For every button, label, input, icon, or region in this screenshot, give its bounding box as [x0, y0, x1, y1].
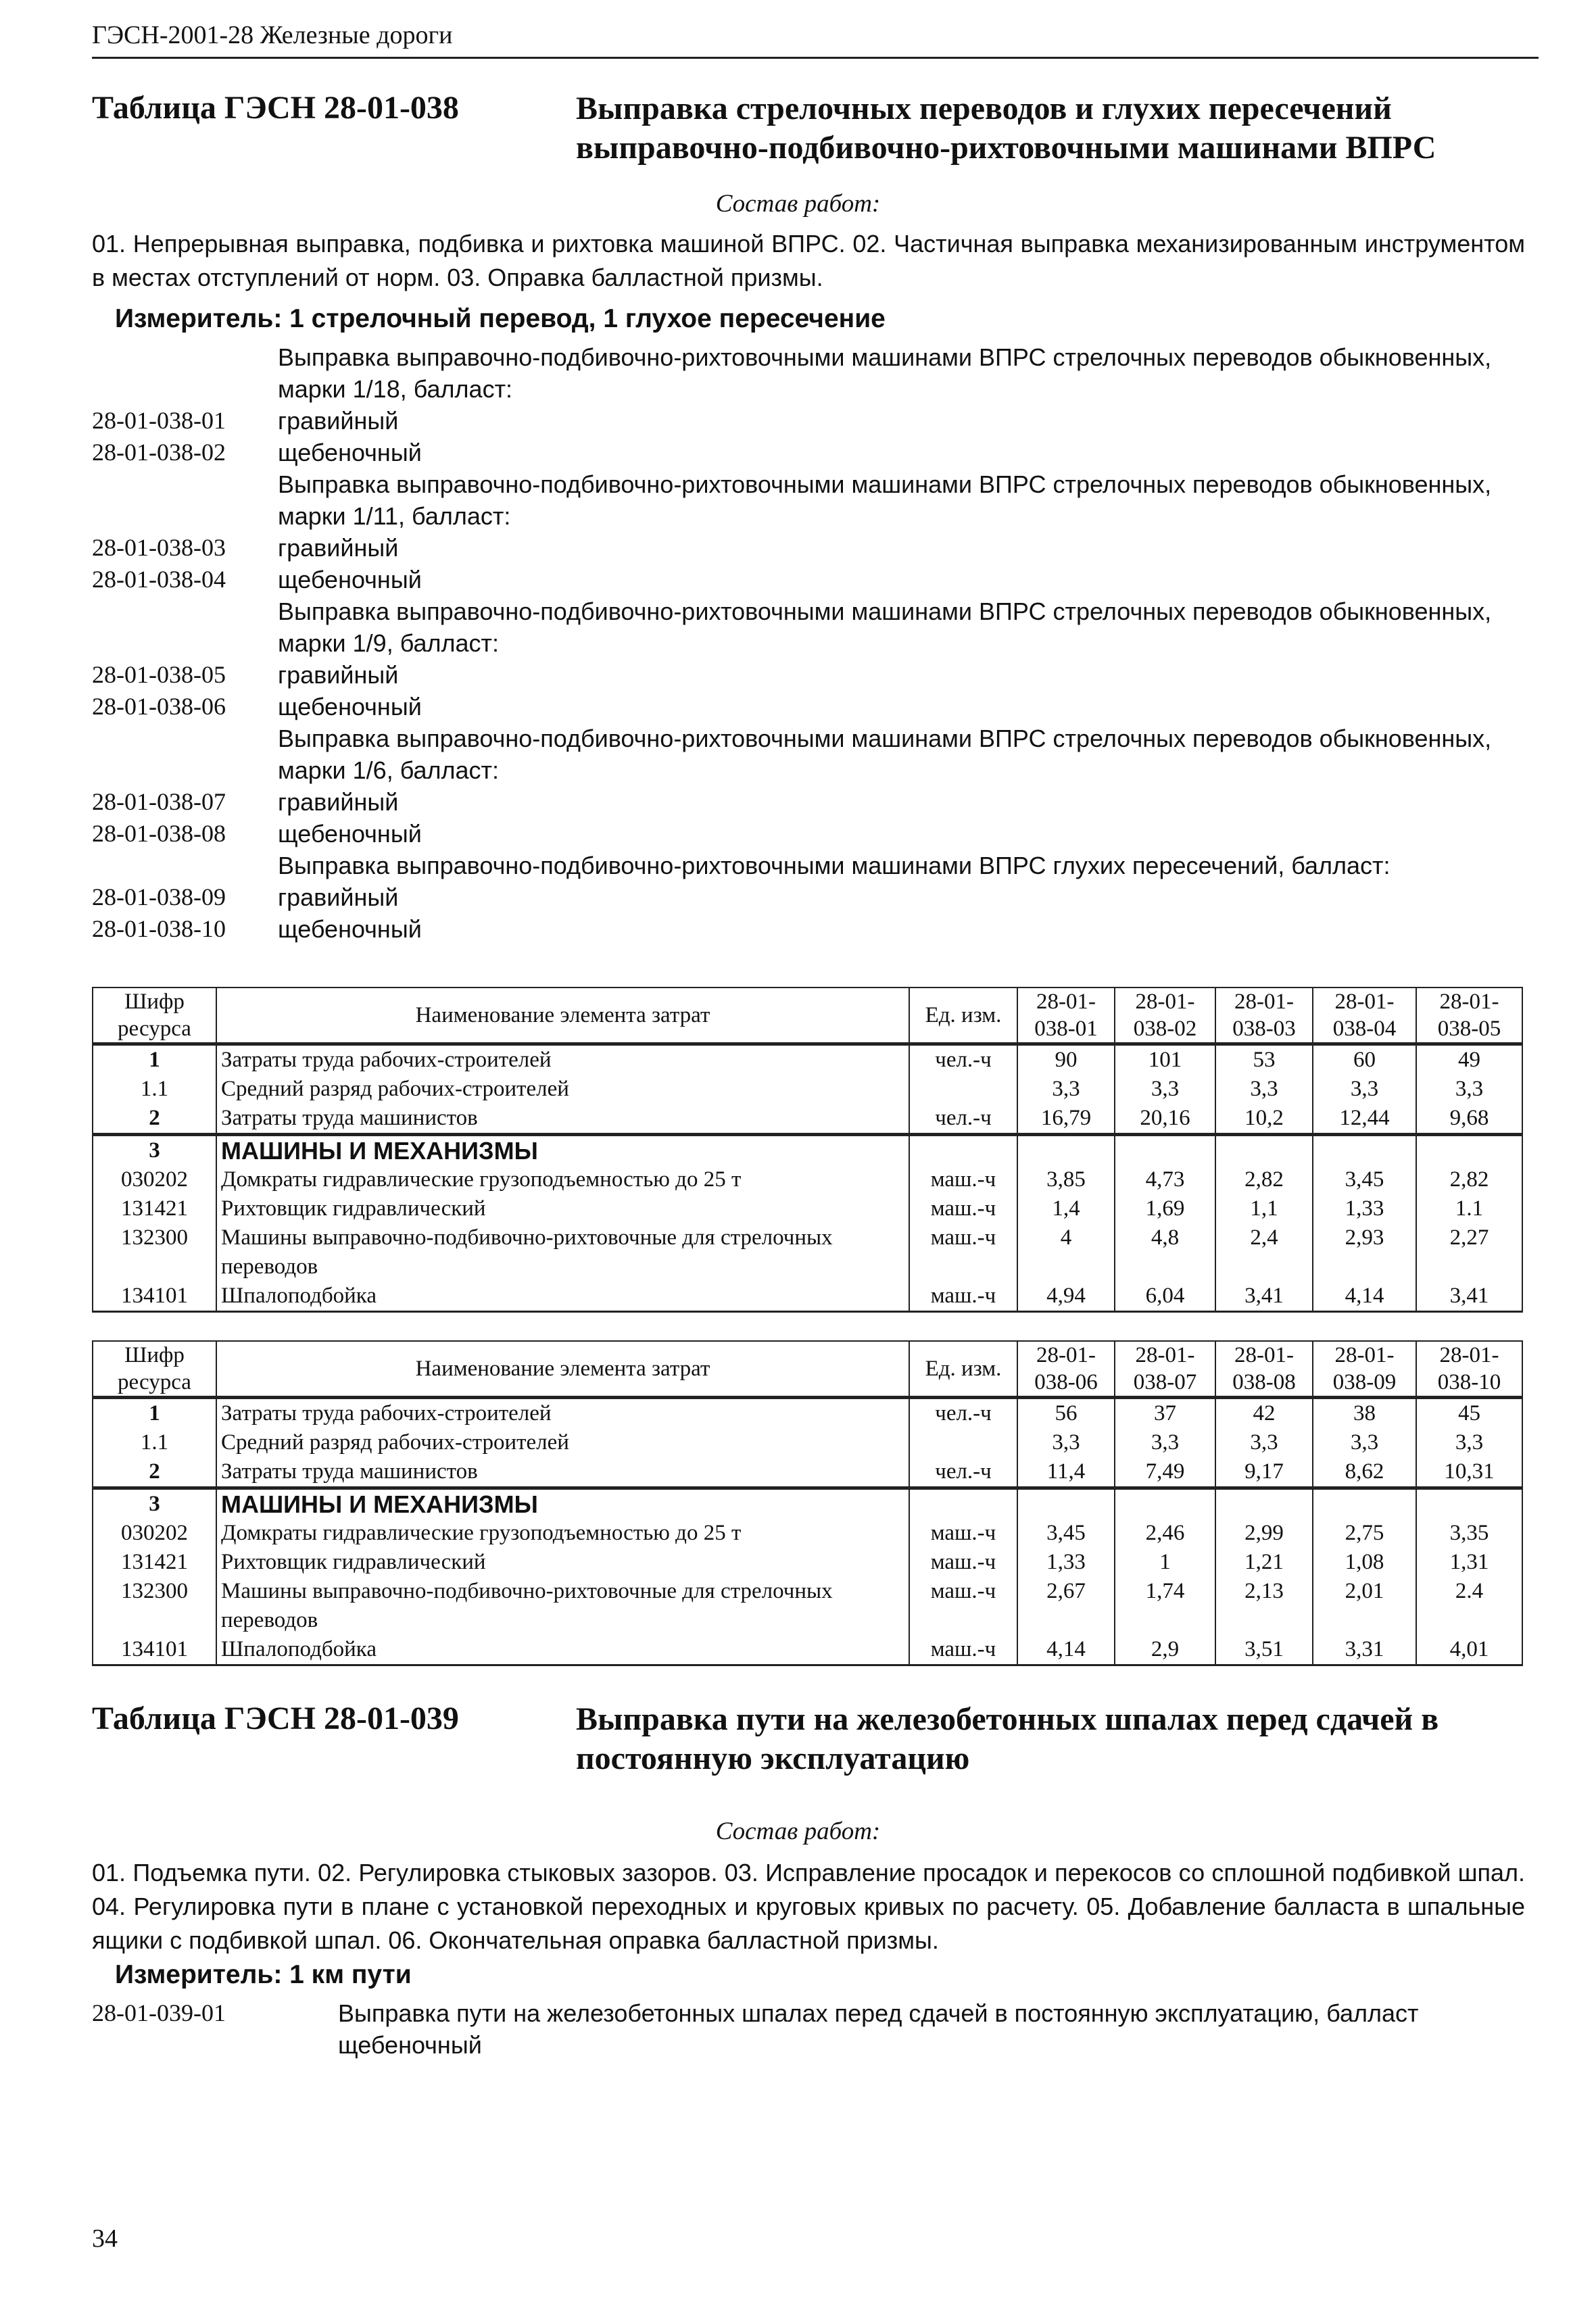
resource-name: МАШИНЫ И МЕХАНИЗМЫ [216, 1135, 909, 1166]
table-row [93, 1488, 1522, 1519]
resource-value: 2,13 [1215, 1577, 1313, 1635]
norm-label: Выправка пути на железобетонных шпалах перед сдачей в постоянную эксплуатацию, балласт щебеночный [338, 1999, 1419, 2059]
norm-label: гравийный [278, 788, 399, 816]
resource-code: 131421 [93, 1548, 216, 1577]
resource-value: 4,94 [1017, 1282, 1115, 1312]
col-header-name: Наименование элемента затрат [216, 1341, 909, 1398]
resource-value: 3,3 [1017, 1075, 1115, 1104]
resource-value [1416, 1135, 1522, 1166]
resource-name: Домкраты гидравлические грузоподъемностью до 25 т [216, 1519, 909, 1548]
resource-value: 2,4 [1215, 1223, 1313, 1282]
resource-value: 3,85 [1017, 1165, 1115, 1194]
resource-value: 3,3 [1215, 1075, 1313, 1104]
norm-code: 28-01-038-10 [92, 915, 226, 942]
table-title-038: Выправка стрелочных переводов и глухих пересечений выправочно-подбивочно-рихтовочными машинами ВПРС [576, 91, 1436, 166]
group-description: Выправка выправочно-подбивочно-рихтовочными машинами ВПРС стрелочных переводов обыкновенных, марки 1/11, балласт: [278, 470, 1492, 530]
resource-unit: маш.-ч [909, 1635, 1017, 1665]
resource-unit: маш.-ч [909, 1282, 1017, 1312]
resource-value: 1,33 [1017, 1548, 1115, 1577]
norm-label: щебеночный [278, 439, 422, 466]
table-row [93, 1428, 1522, 1457]
resource-value: 10,31 [1416, 1457, 1522, 1488]
resource-code: 131421 [93, 1194, 216, 1223]
resource-value: 4,73 [1115, 1165, 1215, 1194]
table-row [93, 1519, 1522, 1548]
resource-value: 3,31 [1313, 1635, 1416, 1665]
col-header-norm: 28-01-038-09 [1313, 1341, 1416, 1398]
resource-value: 9,17 [1215, 1457, 1313, 1488]
norm-label: гравийный [278, 661, 399, 689]
resource-value: 1,1 [1215, 1194, 1313, 1223]
resource-name: Шпалоподбойка [216, 1282, 909, 1312]
resource-value: 1,74 [1115, 1577, 1215, 1635]
table-row [93, 1223, 1522, 1282]
table-row [93, 1398, 1522, 1429]
resource-name: Шпалоподбойка [216, 1635, 909, 1665]
list-item [92, 437, 1525, 468]
resource-value: 2,82 [1215, 1165, 1313, 1194]
resource-code: 3 [93, 1488, 216, 1519]
resource-value: 11,4 [1017, 1457, 1115, 1488]
resource-value [1416, 1488, 1522, 1519]
norm-label: щебеночный [278, 566, 422, 593]
table-row [93, 1044, 1522, 1075]
resource-code: 1 [93, 1398, 216, 1429]
norm-code: 28-01-039-01 [92, 1999, 226, 2026]
resource-value [1115, 1135, 1215, 1166]
resource-unit: маш.-ч [909, 1548, 1017, 1577]
resource-value: 3,3 [1115, 1428, 1215, 1457]
header-row [93, 988, 1522, 1044]
table-row [93, 1135, 1522, 1166]
resource-value: 3,3 [1313, 1428, 1416, 1457]
resource-code: 1.1 [93, 1075, 216, 1104]
resource-code: 132300 [93, 1577, 216, 1635]
resource-unit [909, 1075, 1017, 1104]
col-header-norm: 28-01-038-10 [1416, 1341, 1522, 1398]
resource-value [1115, 1488, 1215, 1519]
norm-label: гравийный [278, 534, 399, 562]
norm-label: щебеночный [278, 693, 422, 721]
resource-value: 10,2 [1215, 1104, 1313, 1135]
resource-value: 4,14 [1313, 1282, 1416, 1312]
col-header-code: Шифр ресурса [93, 988, 216, 1044]
list-item [92, 532, 1525, 564]
resource-value: 12,44 [1313, 1104, 1416, 1135]
work-composition-label-2: Состав работ: [715, 1818, 881, 1845]
resource-value: 3,45 [1017, 1519, 1115, 1548]
table-row [93, 1282, 1522, 1312]
resource-code: 2 [93, 1457, 216, 1488]
resource-value: 3,3 [1416, 1428, 1522, 1457]
resource-value [1215, 1488, 1313, 1519]
list-item [92, 405, 1525, 437]
header-rule [92, 57, 1539, 59]
resource-value: 6,04 [1115, 1282, 1215, 1312]
resource-value: 9,68 [1416, 1104, 1522, 1135]
work-composition-label: Состав работ: [715, 190, 881, 218]
table-row [93, 1194, 1522, 1223]
resource-value: 42 [1215, 1398, 1313, 1429]
resource-value: 3,41 [1215, 1282, 1313, 1312]
col-header-norm: 28-01-038-01 [1017, 988, 1115, 1044]
resource-value: 90 [1017, 1044, 1115, 1075]
table-label-038: Таблица ГЭСН 28-01-038 [92, 90, 459, 126]
table-row [93, 1577, 1522, 1635]
resource-value: 4,14 [1017, 1635, 1115, 1665]
table-title-039: Выправка пути на железобетонных шпалах перед сдачей в постоянную эксплуатацию [576, 1701, 1439, 1776]
col-header-norm: 28-01-038-08 [1215, 1341, 1313, 1398]
resource-name: Средний разряд рабочих-строителей [216, 1428, 909, 1457]
resource-unit: чел.-ч [909, 1044, 1017, 1075]
resource-value: 16,79 [1017, 1104, 1115, 1135]
resource-code: 1.1 [93, 1428, 216, 1457]
norm-label: гравийный [278, 883, 399, 911]
norm-label: гравийный [278, 407, 399, 435]
resource-table-2 [92, 1340, 1523, 1666]
resource-unit: маш.-ч [909, 1194, 1017, 1223]
resource-code: 3 [93, 1135, 216, 1166]
resource-value: 53 [1215, 1044, 1313, 1075]
col-header-norm: 28-01-038-04 [1313, 988, 1416, 1044]
table-label-039: Таблица ГЭСН 28-01-039 [92, 1701, 459, 1736]
resource-value: 56 [1017, 1398, 1115, 1429]
group-description: Выправка выправочно-подбивочно-рихтовочными машинами ВПРС стрелочных переводов обыкновенных, марки 1/9, балласт: [278, 598, 1492, 657]
list-item [92, 1997, 1525, 2061]
resource-value: 60 [1313, 1044, 1416, 1075]
resource-value: 3,3 [1416, 1075, 1522, 1104]
col-header-unit: Ед. изм. [909, 1341, 1017, 1398]
resource-unit [909, 1488, 1017, 1519]
resource-code: 2 [93, 1104, 216, 1135]
list-item [92, 818, 1525, 850]
resource-unit: маш.-ч [909, 1223, 1017, 1282]
resource-name: МАШИНЫ И МЕХАНИЗМЫ [216, 1488, 909, 1519]
work-composition-text: 01. Непрерывная выправка, подбивка и рихтовка машиной ВПРС. 02. Частичная выправка механизированным инструментом в местах отступлений от норм. 03. Оправка балластной призмы. [92, 230, 1525, 291]
norm-code: 28-01-038-07 [92, 788, 226, 815]
list-item [92, 691, 1525, 723]
resource-value: 2,99 [1215, 1519, 1313, 1548]
resource-table-1 [92, 987, 1523, 1313]
resource-value: 1 [1115, 1548, 1215, 1577]
resource-value [1215, 1135, 1313, 1166]
resource-value: 38 [1313, 1398, 1416, 1429]
col-header-norm: 28-01-038-03 [1215, 988, 1313, 1044]
page-number: 34 [92, 2224, 118, 2253]
resource-value: 2,01 [1313, 1577, 1416, 1635]
list-item [92, 913, 1525, 945]
resource-unit: чел.-ч [909, 1457, 1017, 1488]
resource-value: 3,3 [1215, 1428, 1313, 1457]
work-composition-text-2: 01. Подъемка пути. 02. Регулировка стыковых зазоров. 03. Исправление просадок и перекосов со сплошной подбивкой шпал. 04. Регулировка пути в плане с установкой переходных и круговых кривых по расчету. 05. Добавление балласта в шпальные ящики с подбивкой шпал. 06. Окончательная оправка балластной призмы. [92, 1859, 1525, 1954]
norm-code: 28-01-038-06 [92, 693, 226, 720]
resource-code: 030202 [93, 1165, 216, 1194]
list-item [92, 881, 1525, 913]
resource-value: 1,33 [1313, 1194, 1416, 1223]
resource-name: Затраты труда рабочих-строителей [216, 1398, 909, 1429]
resource-value: 1,69 [1115, 1194, 1215, 1223]
resource-value: 20,16 [1115, 1104, 1215, 1135]
resource-value: 2,67 [1017, 1577, 1115, 1635]
resource-value: 1.1 [1416, 1194, 1522, 1223]
resource-code: 030202 [93, 1519, 216, 1548]
resource-name: Домкраты гидравлические грузоподъемностью до 25 т [216, 1165, 909, 1194]
resource-value: 2,75 [1313, 1519, 1416, 1548]
norm-list [92, 341, 1525, 945]
col-header-norm: 28-01-038-07 [1115, 1341, 1215, 1398]
resource-unit: чел.-ч [909, 1398, 1017, 1429]
header-row [93, 1341, 1522, 1398]
resource-value: 1,08 [1313, 1548, 1416, 1577]
resource-name: Машины выправочно-подбивочно-рихтовочные для стрелочных переводов [216, 1577, 909, 1635]
resource-unit: чел.-ч [909, 1104, 1017, 1135]
resource-unit: маш.-ч [909, 1519, 1017, 1548]
norm-label: щебеночный [278, 820, 422, 848]
resource-value: 2,9 [1115, 1635, 1215, 1665]
resource-value: 4,01 [1416, 1635, 1522, 1665]
col-header-norm: 28-01-038-06 [1017, 1341, 1115, 1398]
resource-unit [909, 1428, 1017, 1457]
resource-unit: маш.-ч [909, 1577, 1017, 1635]
norm-code: 28-01-038-04 [92, 566, 226, 593]
resource-value [1313, 1135, 1416, 1166]
resource-value: 1,31 [1416, 1548, 1522, 1577]
group-description: Выправка выправочно-подбивочно-рихтовочными машинами ВПРС стрелочных переводов обыкновенных, марки 1/18, балласт: [278, 343, 1492, 403]
resource-name: Машины выправочно-подбивочно-рихтовочные для стрелочных переводов [216, 1223, 909, 1282]
resource-value: 2,27 [1416, 1223, 1522, 1282]
table-row [93, 1165, 1522, 1194]
resource-value: 3,51 [1215, 1635, 1313, 1665]
col-header-name: Наименование элемента затрат [216, 988, 909, 1044]
resource-value: 4,8 [1115, 1223, 1215, 1282]
norm-code: 28-01-038-08 [92, 820, 226, 847]
resource-value: 8,62 [1313, 1457, 1416, 1488]
resource-value [1017, 1488, 1115, 1519]
resource-value [1017, 1135, 1115, 1166]
resource-value: 45 [1416, 1398, 1522, 1429]
norm-label: щебеночный [278, 915, 422, 943]
resource-value: 3,41 [1416, 1282, 1522, 1312]
norm-code: 28-01-038-03 [92, 534, 226, 561]
list-item [92, 659, 1525, 691]
resource-name: Рихтовщик гидравлический [216, 1548, 909, 1577]
resource-code: 134101 [93, 1635, 216, 1665]
resource-name: Средний разряд рабочих-строителей [216, 1075, 909, 1104]
norm-code: 28-01-038-09 [92, 883, 226, 910]
list-item [92, 786, 1525, 818]
list-item [92, 564, 1525, 595]
resource-value: 37 [1115, 1398, 1215, 1429]
resource-value: 1,21 [1215, 1548, 1313, 1577]
resource-name: Затраты труда машинистов [216, 1104, 909, 1135]
resource-value: 1,4 [1017, 1194, 1115, 1223]
norm-code: 28-01-038-05 [92, 661, 226, 688]
resource-value: 3,35 [1416, 1519, 1522, 1548]
measure-unit: Измеритель: 1 стрелочный перевод, 1 глухое пересечение [115, 304, 886, 333]
col-header-norm: 28-01-038-02 [1115, 988, 1215, 1044]
col-header-code: Шифр ресурса [93, 1341, 216, 1398]
running-head: ГЭСН-2001-28 Железные дороги [92, 21, 453, 49]
table-row [93, 1104, 1522, 1135]
resource-value: 3,3 [1313, 1075, 1416, 1104]
resource-code: 134101 [93, 1282, 216, 1312]
resource-value: 2,93 [1313, 1223, 1416, 1282]
resource-value: 2,82 [1416, 1165, 1522, 1194]
resource-value: 49 [1416, 1044, 1522, 1075]
resource-code: 132300 [93, 1223, 216, 1282]
resource-unit [909, 1135, 1017, 1166]
resource-name: Затраты труда рабочих-строителей [216, 1044, 909, 1075]
table-row [93, 1457, 1522, 1488]
norm-code: 28-01-038-01 [92, 407, 226, 434]
resource-unit: маш.-ч [909, 1165, 1017, 1194]
norm-list-2 [92, 1997, 1525, 2061]
table-row [93, 1635, 1522, 1665]
resource-value: 4 [1017, 1223, 1115, 1282]
col-header-norm: 28-01-038-05 [1416, 988, 1522, 1044]
table-row [93, 1075, 1522, 1104]
resource-name: Рихтовщик гидравлический [216, 1194, 909, 1223]
resource-name: Затраты труда машинистов [216, 1457, 909, 1488]
resource-value: 2,46 [1115, 1519, 1215, 1548]
resource-value: 7,49 [1115, 1457, 1215, 1488]
resource-value: 3,3 [1017, 1428, 1115, 1457]
col-header-unit: Ед. изм. [909, 988, 1017, 1044]
resource-code: 1 [93, 1044, 216, 1075]
group-description: Выправка выправочно-подбивочно-рихтовочными машинами ВПРС глухих пересечений, балласт: [278, 852, 1391, 879]
resource-value: 3,45 [1313, 1165, 1416, 1194]
measure-unit-2: Измеритель: 1 км пути [115, 1960, 412, 1989]
resource-value: 2.4 [1416, 1577, 1522, 1635]
norm-code: 28-01-038-02 [92, 439, 226, 466]
group-description: Выправка выправочно-подбивочно-рихтовочными машинами ВПРС стрелочных переводов обыкновенных, марки 1/6, балласт: [278, 725, 1492, 784]
resource-value: 101 [1115, 1044, 1215, 1075]
resource-value [1313, 1488, 1416, 1519]
resource-value: 3,3 [1115, 1075, 1215, 1104]
table-row [93, 1548, 1522, 1577]
